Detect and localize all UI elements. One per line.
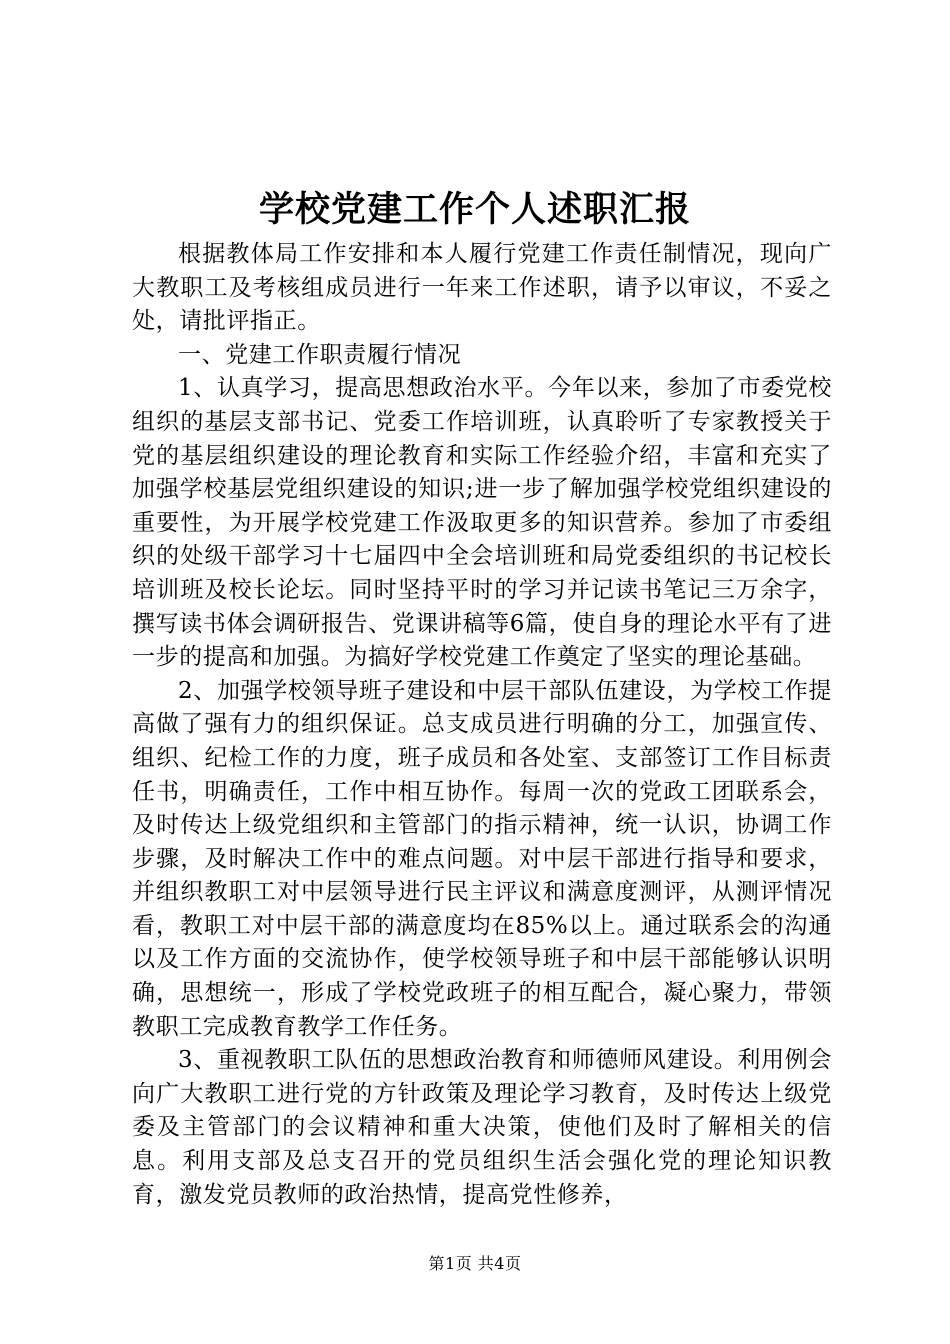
document-title: 学校党建工作个人述职汇报: [258, 189, 691, 230]
page-number-footer: 第1页 共4页: [428, 1254, 522, 1273]
paragraph-2: 2、加强学校领导班子建设和中层干部队伍建设，为学校工作提高做了强有力的组织保证。总支成员进行明确的分工，加强宣传、组织、纪检工作的力度，班子成员和各处室、支部签订工作目标责任书，明确责任，工作中相互协作。每周一次的党政工团联系会，及时传达上级党组织和主管部门的指示精神，统一认识，协调工作步骤，及时解决工作中的难点问题。对中层干部进行指导和要求，并组织教职工对中层领导进行民主评议和满意度测评，从测评情况看，教职工对中层干部的满意度均在85%以上。通过联系会的沟通以及工作方面的交流协作，使学校领导班子和中层干部能够认识明确，思想统一，形成了学校党政班子的相互配合，凝心聚力，带领教职工完成教育教学工作任务。: [132, 677, 832, 1040]
paragraph-3: 3、重视教职工队伍的思想政治教育和师德师风建设。利用例会向广大教职工进行党的方针政策及理论学习教育，及时传达上级党委及主管部门的会议精神和重大决策，使他们及时了解相关的信息。利用支部及总支召开的党员组织生活会强化党的理论知识教育，激发党员教师的政治热情，提高党性修养，: [132, 1047, 832, 1208]
paragraph-1: 1、认真学习，提高思想政治水平。今年以来，参加了市委党校组织的基层支部书记、党委工作培训班，认真聆听了专家教授关于党的基层组织建设的理论教育和实际工作经验介绍，丰富和充实了加强学校基层党组织建设的知识;进一步了解加强学校党组织建设的重要性，为开展学校党建工作汲取更多的知识营养。参加了市委组织的处级干部学习十七届四中全会培训班和局党委组织的书记校长培训班及校长论坛。同时坚持平时的学习并记读书笔记三万余字，撰写读书体会调研报告、党课讲稿等6篇，使自身的理论水平有了进一步的提高和加强。为搞好学校党建工作奠定了坚实的理论基础。: [132, 375, 832, 671]
document-body: [132, 238, 832, 1212]
intro-paragraph: 根据教体局工作安排和本人履行党建工作责任制情况，现向广大教职工及考核组成员进行一年来工作述职，请予以审议，不妥之处，请批评指正。: [132, 241, 832, 335]
section-heading: 一、党建工作职责履行情况: [178, 341, 462, 368]
